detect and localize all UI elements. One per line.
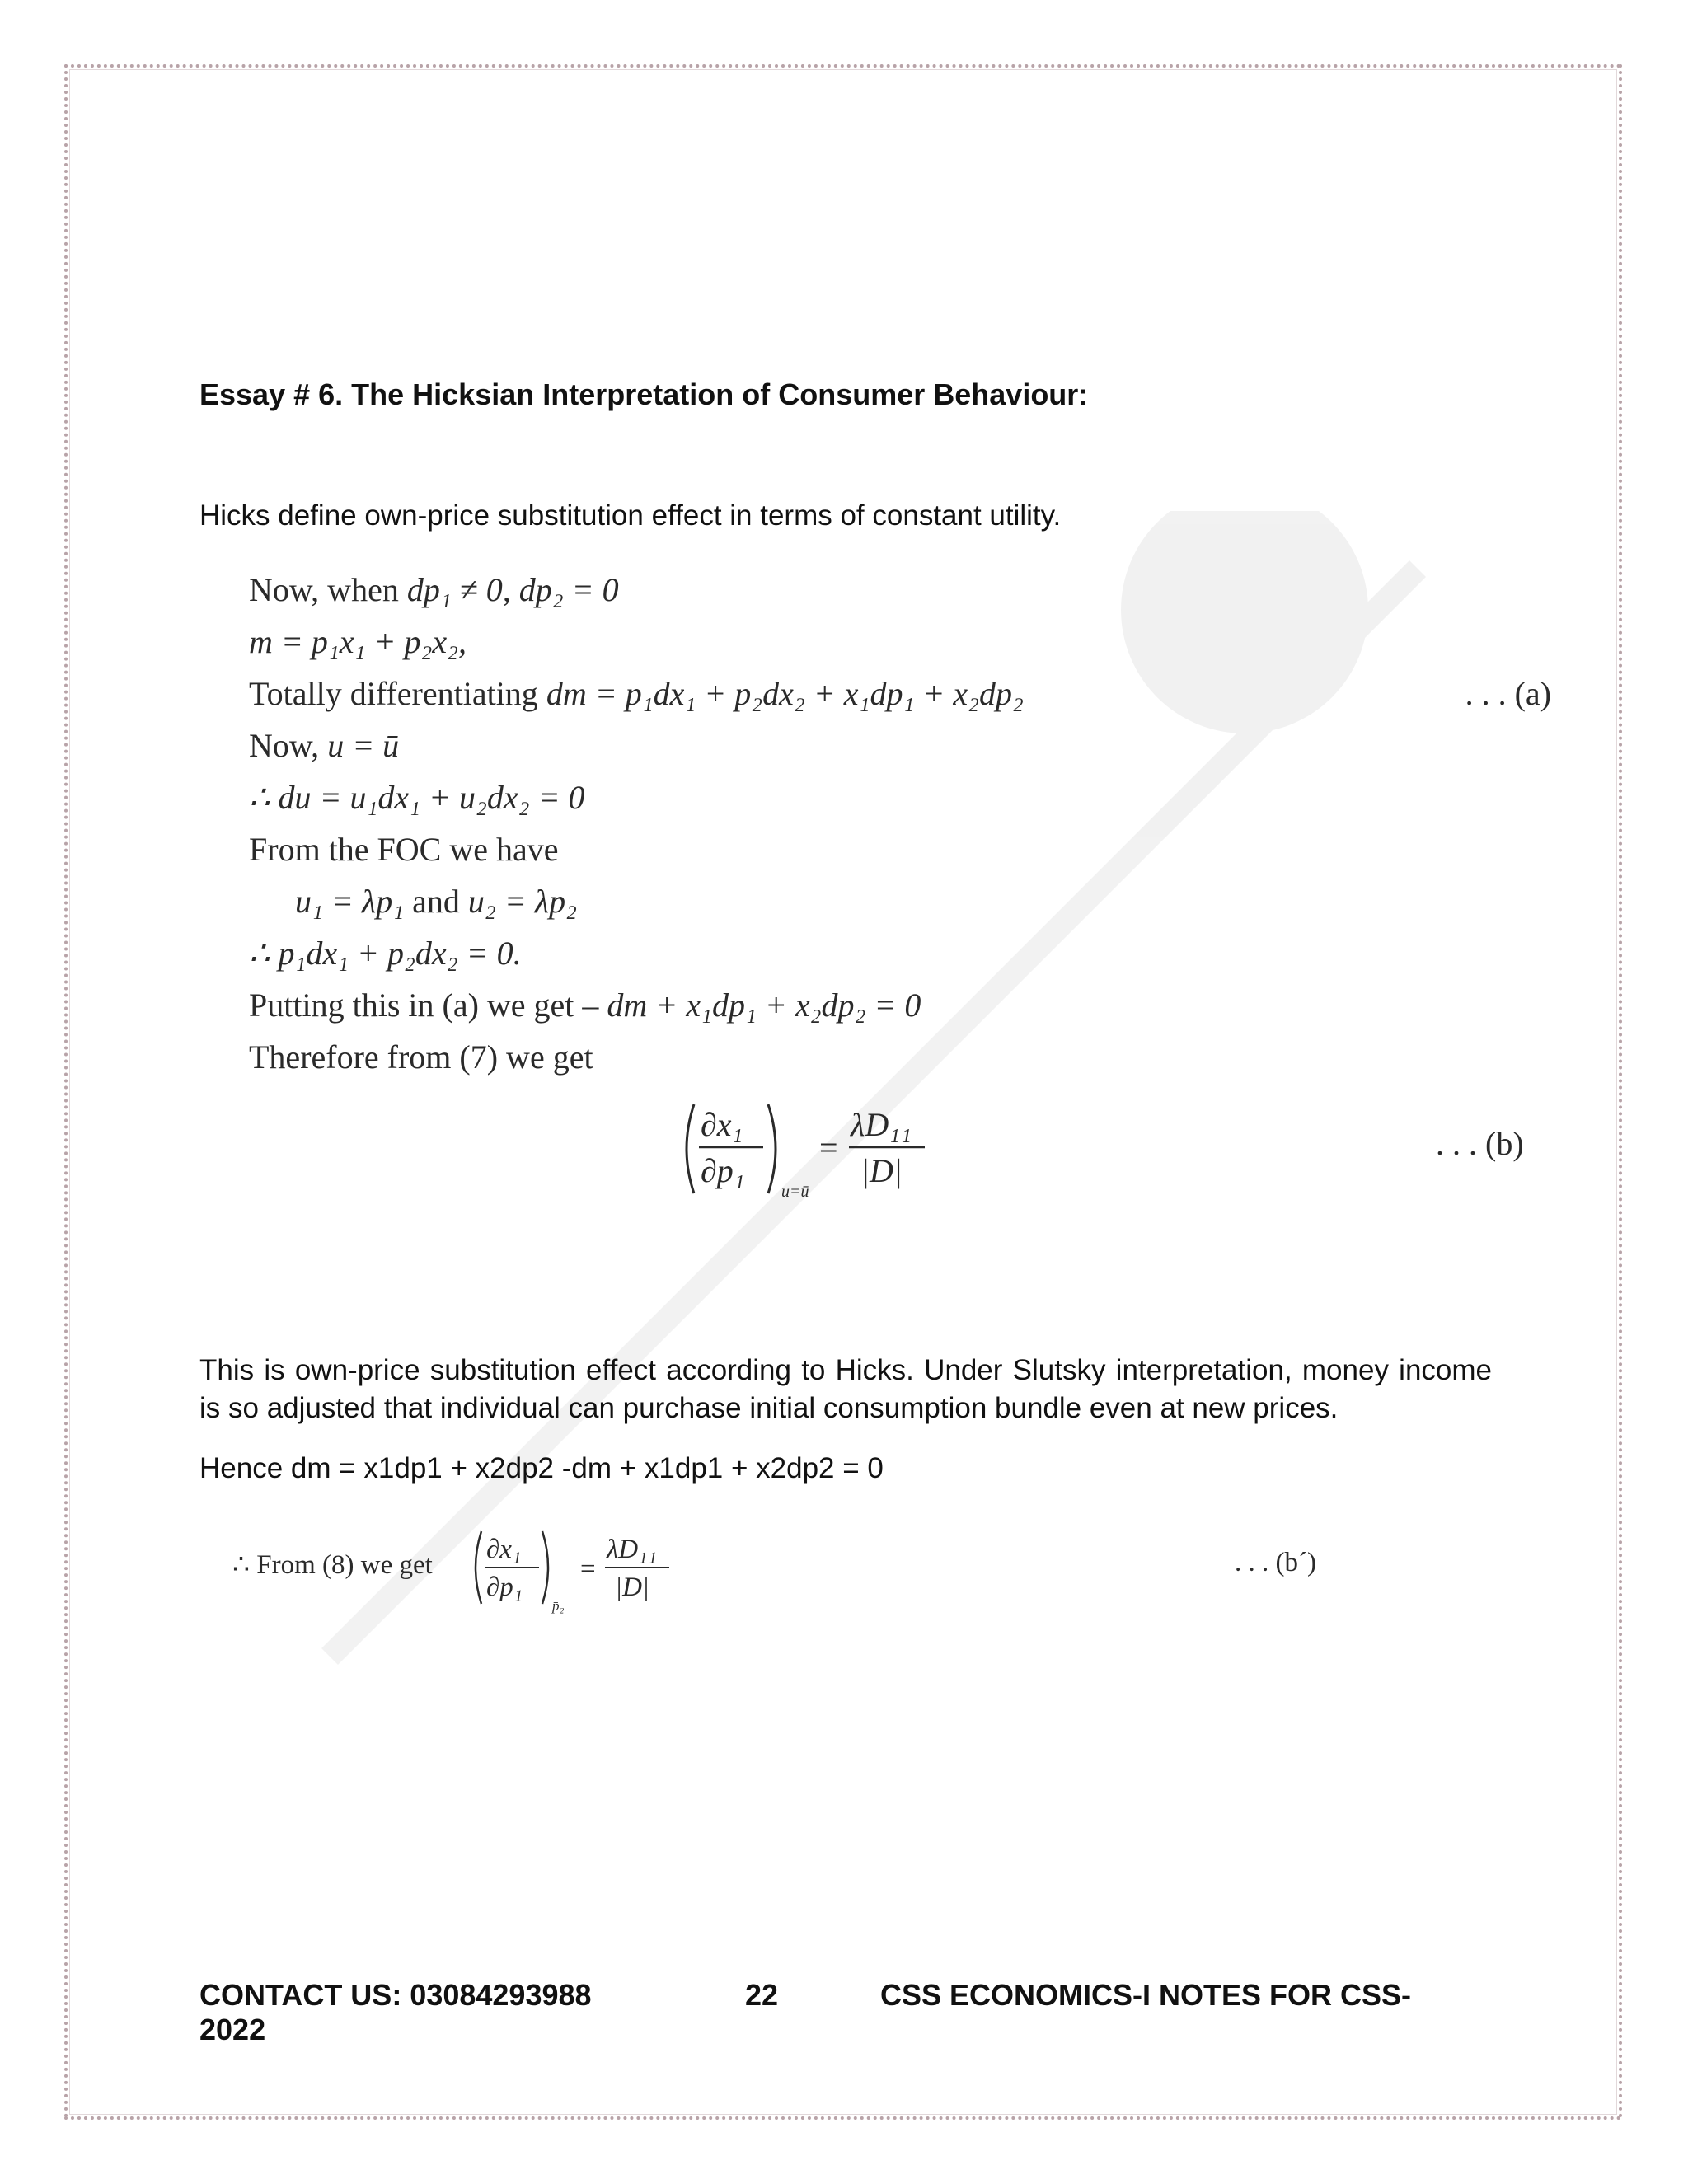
- formula-b-rhs-numerator: λD₁₁: [851, 1106, 912, 1143]
- formula-b2-rhs-denominator: |D|: [615, 1572, 649, 1602]
- formula-b2-rhs-numerator: λD₁₁: [607, 1535, 658, 1564]
- formula-b-denominator: ∂p₁: [701, 1152, 745, 1189]
- formula-b2: [467, 1525, 681, 1615]
- derivation-line-8: ∴ p₁dx₁ + p₂dx₂ = 0.: [249, 935, 522, 972]
- formula-b2-numerator: ∂x₁: [486, 1535, 522, 1564]
- formula-b: [676, 1096, 940, 1203]
- formula-b2-equals: =: [580, 1554, 596, 1584]
- footer-contact: CONTACT US: 03084293988: [199, 1978, 592, 2012]
- formula-b-rhs-denominator: |D|: [860, 1152, 903, 1189]
- page-border-inner: [69, 69, 1617, 2115]
- footer-page-number: 22: [745, 1978, 779, 2012]
- derivation-line-3: Totally differentiating dm = p₁dx₁ + p₂dx₂ + x₁dp₁ + x₂dp₂ . . . (a): [249, 668, 1551, 719]
- intro-text: Hicks define own-price substitution effect in terms of constant utility.: [199, 499, 1062, 532]
- equation-tag-b-prime: . . . (b´): [1235, 1548, 1316, 1577]
- essay-heading: Essay # 6. The Hicksian Interpretation of Consumer Behaviour:: [199, 377, 1089, 411]
- equation-tag-a: . . . (a): [1465, 675, 1551, 712]
- derivation-line-2: m = p₁x₁ + p₂x₂,: [249, 623, 467, 660]
- body-paragraph: This is own-price substitution effect according to Hicks. Under Slutsky interpretation, money income is so adjusted that individual can purchase initial consumption bundle even at new prices.: [199, 1354, 1492, 1424]
- formula-b-equals: =: [819, 1129, 838, 1166]
- hence-line: Hence dm = x1dp1 + x2dp2 -dm + x1dp1 + x2dp2 = 0: [199, 1452, 884, 1484]
- footer-title: CSS ECONOMICS-I NOTES FOR CSS-: [880, 1978, 1412, 2012]
- formula-b2-lead: ∴ From (8) we get: [232, 1550, 433, 1580]
- derivation-line-4: Now, u = ū: [249, 727, 400, 764]
- formula-b2-subscript: p̄₂: [552, 1598, 565, 1614]
- footer-year: 2022: [199, 2013, 266, 2046]
- derivation-line-1: Now, when dp₁ ≠ 0, dp₂ = 0: [249, 571, 619, 608]
- formula-b2-denominator: ∂p₁: [486, 1572, 523, 1602]
- derivation-line-5: ∴ du = u₁dx₁ + u₂dx₂ = 0: [249, 779, 585, 816]
- derivation-line-7: u₁ = λp₁ and u₂ = λp₂: [295, 883, 578, 920]
- derivation-block: [249, 564, 1551, 1083]
- derivation-line-6: From the FOC we have: [249, 831, 559, 868]
- derivation-line-9: Putting this in (a) we get – dm + x₁dp₁ + x₂dp₂ = 0: [249, 987, 921, 1024]
- equation-tag-b: . . . (b): [1436, 1125, 1524, 1162]
- derivation-line-10: Therefore from (7) we get: [249, 1038, 593, 1076]
- formula-b-numerator: ∂x₁: [701, 1106, 743, 1143]
- formula-b-subscript: u=ū: [781, 1183, 809, 1201]
